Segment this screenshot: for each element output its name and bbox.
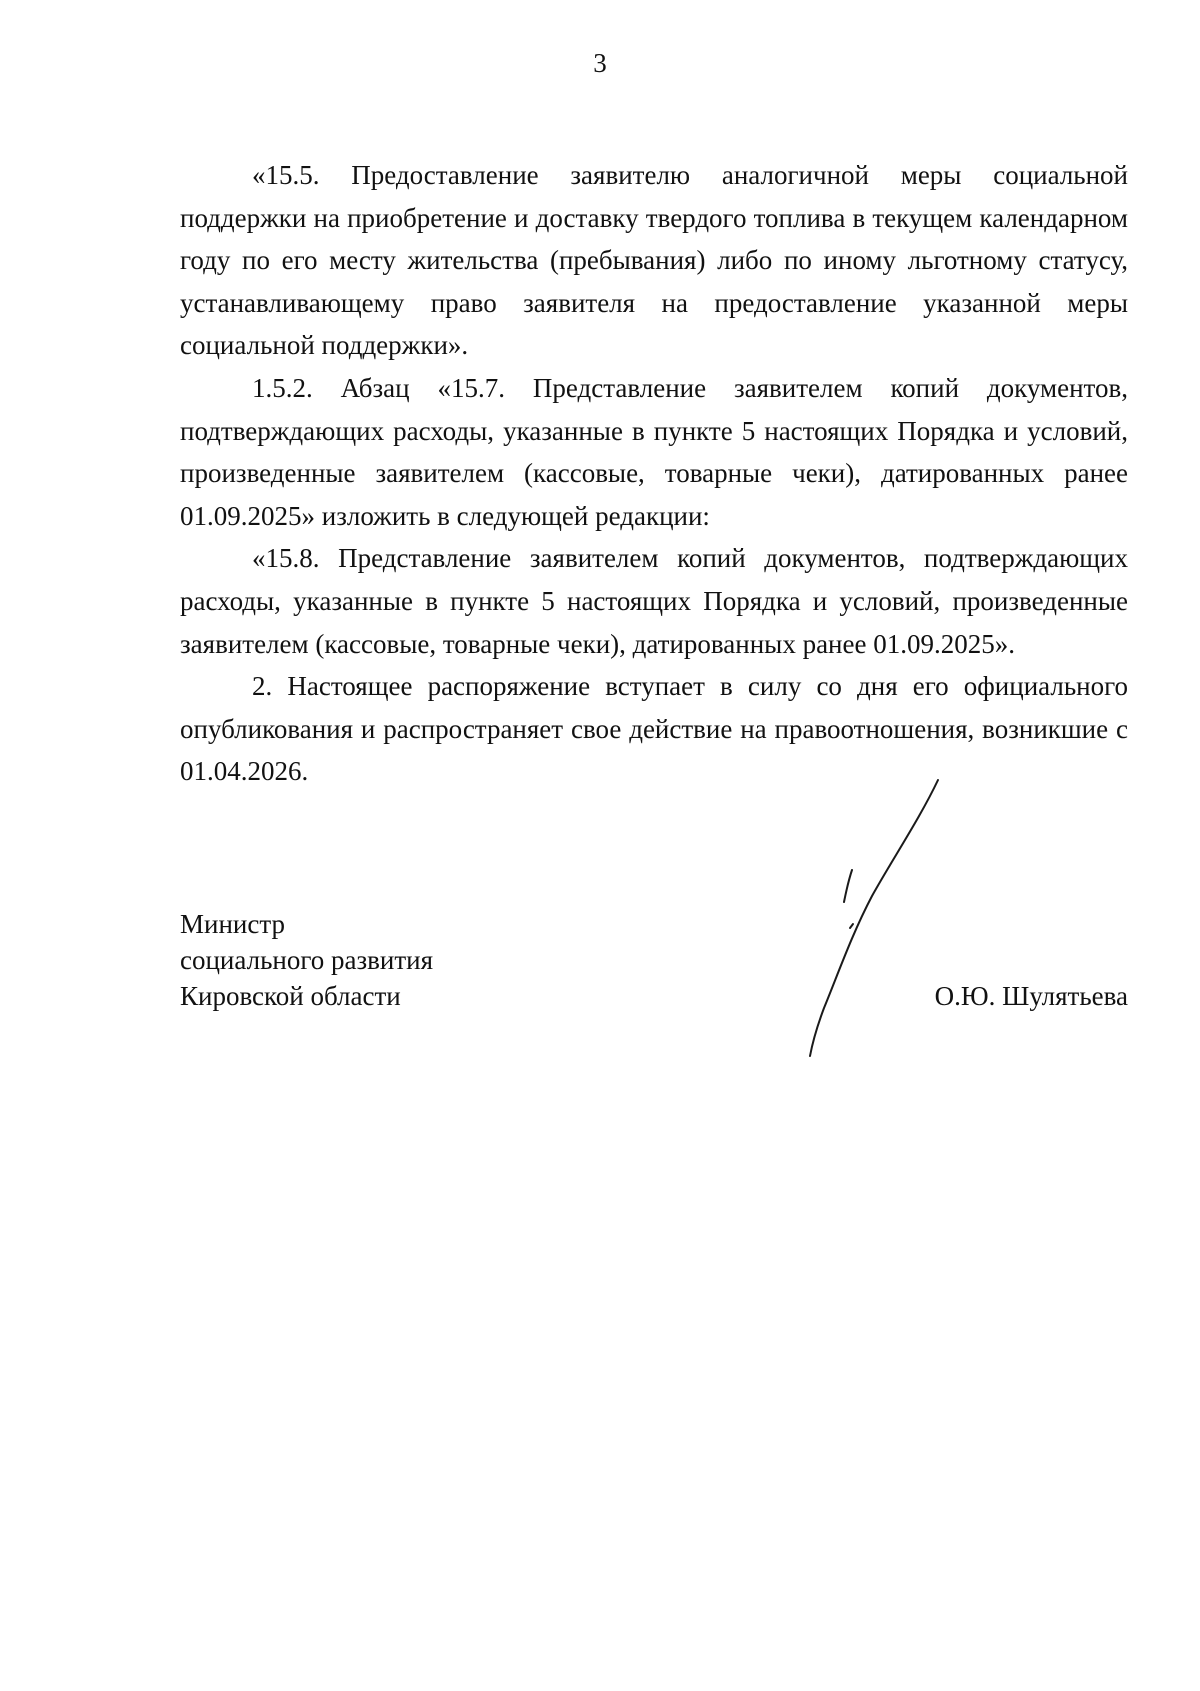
signature-stroke-hook [844,870,852,902]
signature-block [180,906,1128,1056]
signer-position-line: Министр [180,909,285,939]
signer-position-line: Кировской области [180,981,401,1011]
signature-stroke-dot [850,924,853,928]
signer-position-line: социального развития [180,945,434,975]
paragraph-15-8: «15.8. Представление заявителем копий документов, подтверждающих расходы, указанные в пункте 5 настоящих Порядка и условий, произведенные заявителем (кассовые, товарные чеки), датированных ранее 01.09.2025». [180,543,1128,659]
paragraph-1-5-2: 1.5.2. Абзац «15.7. Представление заявителем копий документов, подтверждающих расходы, указанные в пункте 5 настоящих Порядка и условий, произведенные заявителем (кассовые, товарные чеки), датированных ранее 01.09.2025» изложить в следующей редакции: [180,372,1128,531]
handwritten-signature [780,778,960,1058]
page-number: 3 [593,48,607,78]
signer-name: О.Ю. Шулятьева [934,981,1128,1011]
document-body [180,154,1128,793]
signer-position [180,906,433,1014]
paragraph-15-5: «15.5. Предоставление заявителю аналогичной меры социальной поддержки на приобретение и доставку твердого топлива в текущем календарном году по его месту жительства (пребывания) либо по иному льготному статусу, устанавливающему право заявителя на предоставление указанной меры социальной поддержки». [180,160,1128,361]
signature-stroke-main [810,780,938,1056]
paragraph-2-effective-date: 2. Настоящее распоряжение вступает в силу со дня его официального опубликования и распространяет свое действие на правоотношения, возникшие с 01.04.2026. [180,671,1128,787]
